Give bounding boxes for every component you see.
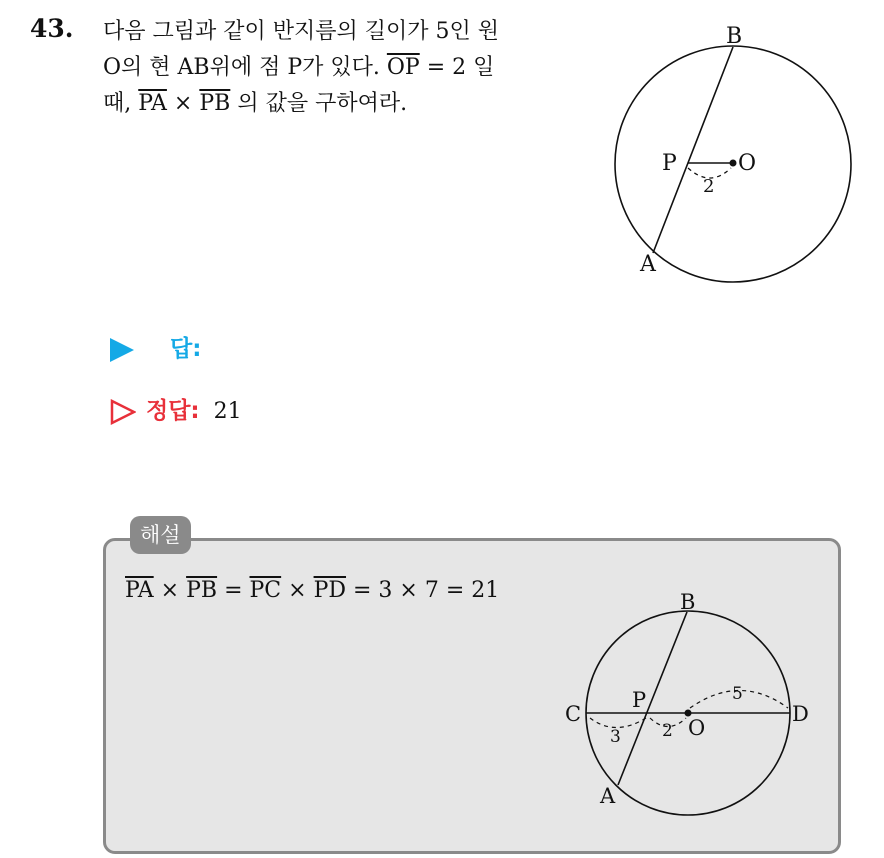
- solution-equation: [125, 578, 499, 603]
- label-b: B: [680, 590, 696, 614]
- seg-pa: $\overline{PA}$: [125, 578, 154, 603]
- chord-ab: [653, 47, 733, 253]
- eq-op: ×: [153, 578, 187, 603]
- play-icon: [110, 338, 134, 362]
- q-text-seg: 때,: [103, 91, 139, 116]
- label-o: O: [738, 151, 757, 176]
- correct-answer-row: [110, 392, 242, 425]
- q-text-seg: 의 값을 구하여라.: [230, 91, 408, 116]
- eq-op: =: [217, 578, 250, 603]
- label-a: A: [640, 252, 656, 277]
- label-3: 3: [610, 727, 621, 747]
- label-o: O: [688, 716, 706, 740]
- label-5: 5: [732, 684, 743, 704]
- outline-triangle-icon: [110, 399, 136, 425]
- label-a: A: [600, 784, 616, 808]
- solution-tag: 해설: [130, 516, 191, 554]
- q-text-seg: O의 현 AB위에 점 P가 있다.: [103, 55, 387, 80]
- question-line-1: 다음 그림과 같이 반지름의 길이가 5인 원: [103, 19, 499, 44]
- correct-answer-value: 21: [213, 399, 242, 424]
- answer-row: [110, 330, 201, 363]
- seg-pb: $\overline{PB}$: [186, 578, 218, 603]
- q-text-seg: ×: [166, 91, 200, 116]
- label-p: P: [662, 151, 677, 176]
- label-2: 2: [703, 176, 715, 197]
- seg-pd: $\overline{PD}$: [313, 578, 347, 603]
- question-line-2: [103, 50, 583, 86]
- chord-ab: [618, 612, 687, 785]
- label-p: P: [632, 688, 647, 712]
- correct-answer-label: 정답:: [146, 398, 200, 424]
- question-text: [103, 14, 583, 122]
- segment-pa: $\overline{PA}$: [138, 91, 167, 116]
- circle-figure-1: [600, 20, 870, 290]
- label-2: 2: [662, 721, 673, 741]
- segment-pb: $\overline{PB}$: [199, 91, 231, 116]
- eq-result: = 3 × 7 = 21: [346, 578, 500, 603]
- label-c: C: [565, 702, 582, 726]
- q-text-seg: = 2 일: [419, 55, 495, 80]
- eq-op: ×: [281, 578, 314, 603]
- question-line-3: [103, 86, 583, 122]
- center-point: [730, 160, 737, 167]
- label-b: B: [726, 24, 743, 49]
- seg-pc: $\overline{PC}$: [249, 578, 282, 603]
- question-number: 43.: [30, 14, 74, 43]
- label-d: D: [792, 702, 809, 726]
- circle-figure-2: [560, 585, 830, 825]
- segment-op: $\overline{OP}$: [386, 55, 420, 80]
- answer-label: 답:: [170, 336, 202, 362]
